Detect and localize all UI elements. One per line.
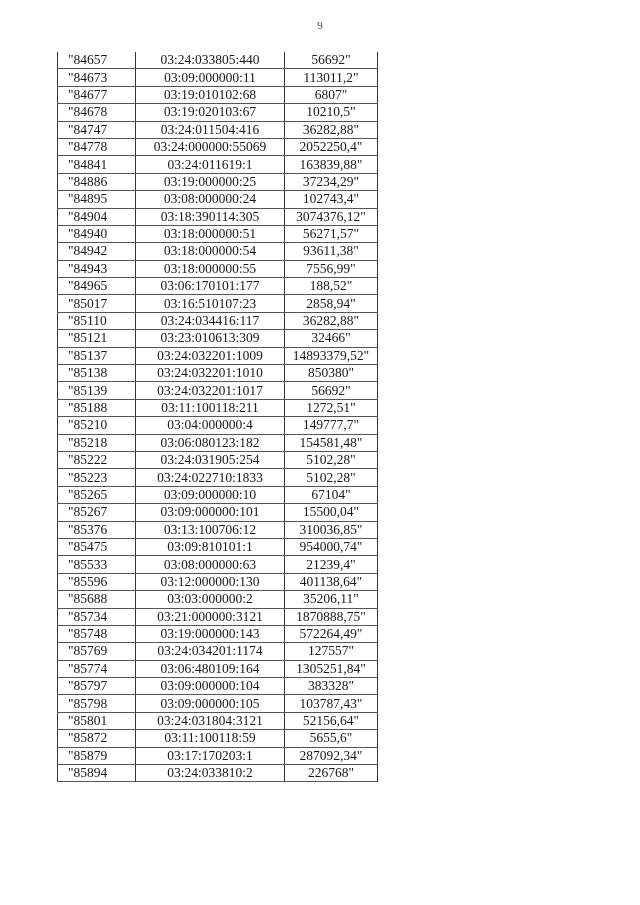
table-row bbox=[58, 347, 378, 364]
cadastral-number-cell: 03:24:032201:1009 bbox=[136, 347, 285, 364]
cadastral-number-cell: 03:24:032201:1017 bbox=[136, 382, 285, 399]
value-cell: 5655,6" bbox=[285, 730, 378, 747]
table-row bbox=[58, 712, 378, 729]
table-row bbox=[58, 173, 378, 190]
table-row bbox=[58, 538, 378, 555]
cadastral-number-cell: 03:09:000000:11 bbox=[136, 69, 285, 86]
table-row bbox=[58, 138, 378, 155]
value-cell: 5102,28" bbox=[285, 451, 378, 468]
row-code-cell: "85121 bbox=[58, 330, 136, 347]
table-row bbox=[58, 608, 378, 625]
value-cell: 35206,11" bbox=[285, 591, 378, 608]
value-cell: 2052250,4" bbox=[285, 138, 378, 155]
value-cell: 93611,38" bbox=[285, 243, 378, 260]
table-row bbox=[58, 104, 378, 121]
table-row bbox=[58, 86, 378, 103]
cadastral-number-cell: 03:24:032201:1010 bbox=[136, 365, 285, 382]
table-row bbox=[58, 504, 378, 521]
value-cell: 6807" bbox=[285, 86, 378, 103]
cadastral-number-cell: 03:09:000000:105 bbox=[136, 695, 285, 712]
row-code-cell: "85376 bbox=[58, 521, 136, 538]
row-code-cell: "84677 bbox=[58, 86, 136, 103]
row-code-cell: "85769 bbox=[58, 643, 136, 660]
cadastral-number-cell: 03:09:000000:104 bbox=[136, 678, 285, 695]
row-code-cell: "85748 bbox=[58, 625, 136, 642]
cadastral-number-cell: 03:08:000000:63 bbox=[136, 556, 285, 573]
cadastral-number-cell: 03:04:000000:4 bbox=[136, 417, 285, 434]
table-row bbox=[58, 451, 378, 468]
cadastral-number-cell: 03:06:080123:182 bbox=[136, 434, 285, 451]
row-code-cell: "85210 bbox=[58, 417, 136, 434]
value-cell: 103787,43" bbox=[285, 695, 378, 712]
cadastral-number-cell: 03:24:022710:1833 bbox=[136, 469, 285, 486]
table-row bbox=[58, 278, 378, 295]
value-cell: 149777,7" bbox=[285, 417, 378, 434]
cadastral-number-cell: 03:19:020103:67 bbox=[136, 104, 285, 121]
cadastral-number-cell: 03:11:100118:211 bbox=[136, 399, 285, 416]
table-row bbox=[58, 434, 378, 451]
row-code-cell: "85138 bbox=[58, 365, 136, 382]
value-cell: 15500,04" bbox=[285, 504, 378, 521]
data-table bbox=[57, 52, 378, 782]
table-row bbox=[58, 678, 378, 695]
cadastral-number-cell: 03:09:000000:10 bbox=[136, 486, 285, 503]
table-row bbox=[58, 521, 378, 538]
value-cell: 226768" bbox=[285, 765, 378, 782]
table-row bbox=[58, 486, 378, 503]
row-code-cell: "85223 bbox=[58, 469, 136, 486]
table-row bbox=[58, 365, 378, 382]
cadastral-number-cell: 03:19:000000:143 bbox=[136, 625, 285, 642]
value-cell: 188,52" bbox=[285, 278, 378, 295]
value-cell: 127557" bbox=[285, 643, 378, 660]
row-code-cell: "85872 bbox=[58, 730, 136, 747]
table-row bbox=[58, 295, 378, 312]
table-row bbox=[58, 556, 378, 573]
value-cell: 287092,34" bbox=[285, 747, 378, 764]
row-code-cell: "85688 bbox=[58, 591, 136, 608]
value-cell: 401138,64" bbox=[285, 573, 378, 590]
row-code-cell: "84942 bbox=[58, 243, 136, 260]
row-code-cell: "85734 bbox=[58, 608, 136, 625]
table-row bbox=[58, 695, 378, 712]
table-row bbox=[58, 225, 378, 242]
cadastral-number-cell: 03:16:510107:23 bbox=[136, 295, 285, 312]
row-code-cell: "84841 bbox=[58, 156, 136, 173]
row-code-cell: "85894 bbox=[58, 765, 136, 782]
value-cell: 7556,99" bbox=[285, 260, 378, 277]
cadastral-number-cell: 03:24:031804:3121 bbox=[136, 712, 285, 729]
row-code-cell: "85017 bbox=[58, 295, 136, 312]
value-cell: 1305251,84" bbox=[285, 660, 378, 677]
value-cell: 3074376,12" bbox=[285, 208, 378, 225]
cadastral-number-cell: 03:24:033810:2 bbox=[136, 765, 285, 782]
value-cell: 113011,2" bbox=[285, 69, 378, 86]
table-row bbox=[58, 730, 378, 747]
table-row bbox=[58, 765, 378, 782]
row-code-cell: "85797 bbox=[58, 678, 136, 695]
table-row bbox=[58, 191, 378, 208]
row-code-cell: "84943 bbox=[58, 260, 136, 277]
row-code-cell: "84747 bbox=[58, 121, 136, 138]
table-row bbox=[58, 330, 378, 347]
cadastral-number-cell: 03:18:390114:305 bbox=[136, 208, 285, 225]
row-code-cell: "85879 bbox=[58, 747, 136, 764]
table-row bbox=[58, 591, 378, 608]
cadastral-number-cell: 03:18:000000:55 bbox=[136, 260, 285, 277]
value-cell: 36282,88" bbox=[285, 121, 378, 138]
cadastral-number-cell: 03:24:031905:254 bbox=[136, 451, 285, 468]
row-code-cell: "85533 bbox=[58, 556, 136, 573]
table-row bbox=[58, 260, 378, 277]
value-cell: 56271,57" bbox=[285, 225, 378, 242]
cadastral-number-cell: 03:18:000000:54 bbox=[136, 243, 285, 260]
row-code-cell: "85475 bbox=[58, 538, 136, 555]
table-row bbox=[58, 243, 378, 260]
value-cell: 954000,74" bbox=[285, 538, 378, 555]
value-cell: 383328" bbox=[285, 678, 378, 695]
row-code-cell: "85267 bbox=[58, 504, 136, 521]
table-row bbox=[58, 69, 378, 86]
row-code-cell: "85774 bbox=[58, 660, 136, 677]
row-code-cell: "84965 bbox=[58, 278, 136, 295]
cadastral-number-cell: 03:23:010613:309 bbox=[136, 330, 285, 347]
row-code-cell: "85188 bbox=[58, 399, 136, 416]
value-cell: 32466" bbox=[285, 330, 378, 347]
row-code-cell: "84904 bbox=[58, 208, 136, 225]
value-cell: 52156,64" bbox=[285, 712, 378, 729]
cadastral-number-cell: 03:19:000000:25 bbox=[136, 173, 285, 190]
row-code-cell: "85139 bbox=[58, 382, 136, 399]
value-cell: 21239,4" bbox=[285, 556, 378, 573]
table-row bbox=[58, 156, 378, 173]
value-cell: 56692" bbox=[285, 382, 378, 399]
cadastral-number-cell: 03:24:000000:55069 bbox=[136, 138, 285, 155]
table-row bbox=[58, 660, 378, 677]
cadastral-number-cell: 03:19:010102:68 bbox=[136, 86, 285, 103]
cadastral-number-cell: 03:24:011504:416 bbox=[136, 121, 285, 138]
value-cell: 154581,48" bbox=[285, 434, 378, 451]
value-cell: 310036,85" bbox=[285, 521, 378, 538]
cadastral-number-cell: 03:18:000000:51 bbox=[136, 225, 285, 242]
cadastral-number-cell: 03:11:100118:59 bbox=[136, 730, 285, 747]
row-code-cell: "84657 bbox=[58, 52, 136, 69]
row-code-cell: "85801 bbox=[58, 712, 136, 729]
value-cell: 36282,88" bbox=[285, 312, 378, 329]
row-code-cell: "85218 bbox=[58, 434, 136, 451]
row-code-cell: "85265 bbox=[58, 486, 136, 503]
table-row bbox=[58, 312, 378, 329]
table-row bbox=[58, 52, 378, 69]
table-row bbox=[58, 121, 378, 138]
cadastral-number-cell: 03:21:000000:3121 bbox=[136, 608, 285, 625]
row-code-cell: "84678 bbox=[58, 104, 136, 121]
table-row bbox=[58, 573, 378, 590]
table-row bbox=[58, 208, 378, 225]
cadastral-number-cell: 03:13:100706:12 bbox=[136, 521, 285, 538]
value-cell: 102743,4" bbox=[285, 191, 378, 208]
value-cell: 14893379,52" bbox=[285, 347, 378, 364]
table-row bbox=[58, 382, 378, 399]
row-code-cell: "84895 bbox=[58, 191, 136, 208]
table-row bbox=[58, 643, 378, 660]
row-code-cell: "84778 bbox=[58, 138, 136, 155]
cadastral-number-cell: 03:24:034416:117 bbox=[136, 312, 285, 329]
table-row bbox=[58, 417, 378, 434]
value-cell: 56692" bbox=[285, 52, 378, 69]
table-row bbox=[58, 625, 378, 642]
cadastral-number-cell: 03:12:000000:130 bbox=[136, 573, 285, 590]
value-cell: 850380" bbox=[285, 365, 378, 382]
value-cell: 10210,5" bbox=[285, 104, 378, 121]
value-cell: 1272,51" bbox=[285, 399, 378, 416]
cadastral-number-cell: 03:17:170203:1 bbox=[136, 747, 285, 764]
row-code-cell: "84673 bbox=[58, 69, 136, 86]
value-cell: 572264,49" bbox=[285, 625, 378, 642]
cadastral-number-cell: 03:24:033805:440 bbox=[136, 52, 285, 69]
value-cell: 163839,88" bbox=[285, 156, 378, 173]
value-cell: 1870888,75" bbox=[285, 608, 378, 625]
value-cell: 2858,94" bbox=[285, 295, 378, 312]
row-code-cell: "85798 bbox=[58, 695, 136, 712]
table-row bbox=[58, 469, 378, 486]
cadastral-number-cell: 03:08:000000:24 bbox=[136, 191, 285, 208]
value-cell: 37234,29" bbox=[285, 173, 378, 190]
table-body bbox=[58, 52, 378, 782]
cadastral-number-cell: 03:09:000000:101 bbox=[136, 504, 285, 521]
row-code-cell: "85110 bbox=[58, 312, 136, 329]
table-row bbox=[58, 747, 378, 764]
row-code-cell: "85137 bbox=[58, 347, 136, 364]
value-cell: 67104" bbox=[285, 486, 378, 503]
row-code-cell: "85596 bbox=[58, 573, 136, 590]
cadastral-number-cell: 03:09:810101:1 bbox=[136, 538, 285, 555]
cadastral-number-cell: 03:06:170101:177 bbox=[136, 278, 285, 295]
cadastral-number-cell: 03:03:000000:2 bbox=[136, 591, 285, 608]
cadastral-number-cell: 03:24:034201:1174 bbox=[136, 643, 285, 660]
row-code-cell: "85222 bbox=[58, 451, 136, 468]
table-row bbox=[58, 399, 378, 416]
page-number: 9 bbox=[317, 20, 323, 32]
row-code-cell: "84886 bbox=[58, 173, 136, 190]
value-cell: 5102,28" bbox=[285, 469, 378, 486]
cadastral-number-cell: 03:06:480109:164 bbox=[136, 660, 285, 677]
row-code-cell: "84940 bbox=[58, 225, 136, 242]
cadastral-number-cell: 03:24:011619:1 bbox=[136, 156, 285, 173]
